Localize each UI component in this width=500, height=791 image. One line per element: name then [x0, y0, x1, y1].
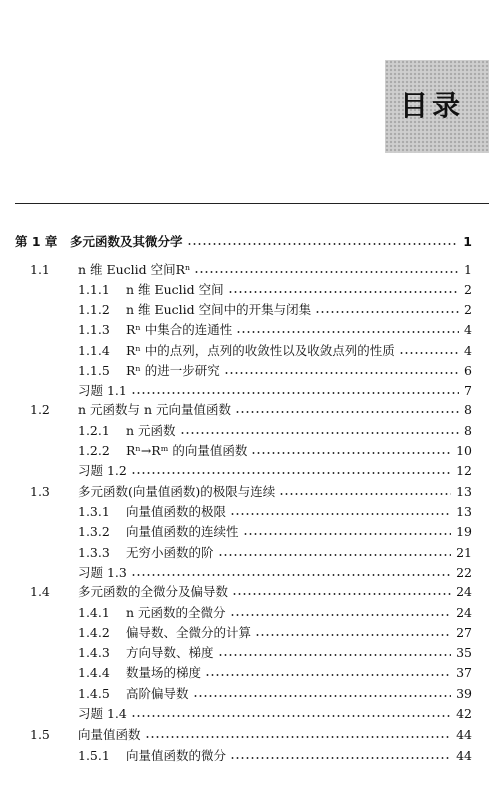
toc-page-number: 10 [456, 442, 472, 458]
toc-title: 多元函数(向量值函数)的极限与连续 [78, 484, 276, 499]
dot-leader [279, 493, 451, 495]
dot-leader [205, 674, 451, 676]
toc-page-number: 8 [464, 422, 472, 438]
toc-page-number: 42 [456, 705, 472, 721]
toc-number: 1.1.4 [78, 342, 110, 358]
toc-subsection[interactable] [0, 319, 500, 339]
toc-page-number: 6 [464, 362, 472, 378]
toc-page-number: 2 [464, 281, 472, 297]
toc-page-number: 13 [456, 503, 472, 519]
toc-number: 1.5 [30, 726, 50, 742]
toc-page-number: 21 [456, 544, 472, 560]
toc-title: Rⁿ 中的点列，点列的收敛性以及收敛点列的性质 [126, 343, 395, 358]
toc-number: 1.4.2 [78, 624, 110, 640]
header-rule [15, 203, 489, 204]
dot-leader [131, 392, 459, 394]
toc-number: 1.4.5 [78, 685, 110, 701]
toc-title: Rⁿ 的进一步研究 [126, 363, 220, 378]
dot-leader [315, 311, 459, 313]
toc-subsection[interactable] [0, 380, 500, 400]
toc-title: 向量值函数的极限 [126, 504, 227, 519]
toc-title: Rⁿ→Rᵐ 的向量值函数 [126, 443, 248, 458]
toc-title: n 元函数与 n 元向量值函数 [78, 402, 232, 417]
dot-leader [235, 411, 459, 413]
toc-number: 1.4.3 [78, 644, 110, 660]
toc-title: 习题 1.4 [78, 706, 127, 721]
toc-title: 偏导数、全微分的计算 [126, 625, 252, 640]
toc-subsection[interactable] [0, 440, 500, 460]
toc-subsection[interactable] [0, 279, 500, 299]
toc-subsection[interactable] [0, 340, 500, 360]
toc-page-number: 13 [456, 483, 472, 499]
toc-title: n 维 Euclid 空间中的开集与闭集 [126, 302, 312, 317]
toc-page-number: 12 [456, 462, 472, 478]
toc-page-number: 4 [464, 342, 472, 358]
dot-leader [131, 472, 451, 474]
toc-subsection[interactable] [0, 562, 500, 582]
toc-page-number: 19 [456, 523, 472, 539]
toc-number: 1.1.2 [78, 301, 110, 317]
toc-title: 无穷小函数的阶 [126, 545, 214, 560]
toc-title: n 维 Euclid 空间 [126, 282, 224, 297]
dot-leader [230, 757, 451, 759]
toc-page-number: 2 [464, 301, 472, 317]
dot-leader [180, 432, 460, 434]
toc-title: 习题 1.1 [78, 383, 127, 398]
toc-number: 第 1 章 [15, 234, 58, 249]
dot-leader [145, 736, 452, 738]
dot-leader [230, 513, 451, 515]
toc-number: 1.3 [30, 483, 50, 499]
toc-page-number: 39 [456, 685, 472, 701]
toc-page-number: 7 [464, 382, 472, 398]
toc-title: 方向导数、梯度 [126, 645, 214, 660]
toc-number: 1.2.2 [78, 442, 110, 458]
toc-number: 1.4.4 [78, 664, 110, 680]
toc-number: 1.2 [30, 401, 50, 417]
dot-leader [243, 533, 452, 535]
toc-title: n 元函数 [126, 423, 176, 438]
toc-page-number: 44 [456, 726, 472, 742]
dot-leader [218, 654, 452, 656]
toc-subsection[interactable] [0, 683, 500, 703]
dot-leader [224, 372, 459, 374]
toc-number: 1.4.1 [78, 604, 110, 620]
dot-leader [232, 593, 451, 595]
toc-page-number: 22 [456, 564, 472, 580]
dot-leader [255, 634, 451, 636]
toc-title: Rⁿ 中集合的连通性 [126, 322, 233, 337]
dot-leader [251, 452, 451, 454]
toc-page-number: 37 [456, 664, 472, 680]
toc-page-number: 1 [464, 261, 472, 277]
toc-number: 1.2.1 [78, 422, 110, 438]
dot-leader [131, 574, 451, 576]
toc-title: 数量场的梯度 [126, 665, 202, 680]
toc-chapter[interactable] [0, 231, 500, 251]
toc-subsection[interactable] [0, 460, 500, 480]
toc-section[interactable] [0, 399, 500, 419]
dot-leader [228, 291, 459, 293]
toc-title: 向量值函数的连续性 [126, 524, 239, 539]
toc-title: n 元函数的全微分 [126, 605, 226, 620]
toc-subsection[interactable] [0, 642, 500, 662]
toc-number: 1.1.5 [78, 362, 110, 378]
toc-number: 1.4 [30, 583, 50, 599]
toc-title: n 维 Euclid 空间Rⁿ [78, 262, 191, 277]
dot-leader [187, 243, 459, 245]
toc-subsection[interactable] [0, 662, 500, 682]
toc-title: 高阶偏导数 [126, 686, 189, 701]
toc-number: 1.1.3 [78, 321, 110, 337]
toc-page-number: 24 [456, 583, 472, 599]
toc-page-number: 4 [464, 321, 472, 337]
dot-leader [194, 271, 459, 273]
toc-section[interactable] [0, 581, 500, 601]
toc-page-number: 27 [456, 624, 472, 640]
toc-subsection[interactable] [0, 299, 500, 319]
toc-section[interactable] [0, 481, 500, 501]
toc-number: 1.3.3 [78, 544, 110, 560]
toc-title: 习题 1.2 [78, 463, 127, 478]
toc-title: 习题 1.3 [78, 565, 127, 580]
toc-page-number: 1 [463, 233, 472, 249]
toc-subsection[interactable] [0, 745, 500, 765]
toc-number: 1.1.1 [78, 281, 110, 297]
toc-number: 1.1 [30, 261, 50, 277]
toc-subsection[interactable] [0, 602, 500, 622]
page-title: 目录 [400, 89, 465, 122]
toc-subsection[interactable] [0, 360, 500, 380]
toc-page-number: 24 [456, 604, 472, 620]
dot-leader [193, 695, 452, 697]
toc-number: 1.3.2 [78, 523, 110, 539]
toc-title: 向量值函数 [78, 727, 141, 742]
toc-subsection[interactable] [0, 703, 500, 723]
toc-section[interactable] [0, 724, 500, 744]
toc-section[interactable] [0, 259, 500, 279]
toc-title: 向量值函数的微分 [126, 748, 227, 763]
dot-leader [218, 554, 452, 556]
dot-leader [131, 715, 451, 717]
toc-subsection[interactable] [0, 420, 500, 440]
toc-number: 1.3.1 [78, 503, 110, 519]
toc-number: 1.5.1 [78, 747, 110, 763]
toc-title: 多元函数及其微分学 [70, 234, 183, 249]
toc-subsection[interactable] [0, 622, 500, 642]
toc-title: 多元函数的全微分及偏导数 [78, 584, 229, 599]
toc-subsection[interactable] [0, 521, 500, 541]
toc-page-number: 44 [456, 747, 472, 763]
toc-subsection[interactable] [0, 501, 500, 521]
dot-leader [236, 331, 459, 333]
dot-leader [230, 614, 452, 616]
toc-page-number: 35 [456, 644, 472, 660]
dot-leader [399, 352, 459, 354]
toc-page-number: 8 [464, 401, 472, 417]
toc-subsection[interactable] [0, 542, 500, 562]
